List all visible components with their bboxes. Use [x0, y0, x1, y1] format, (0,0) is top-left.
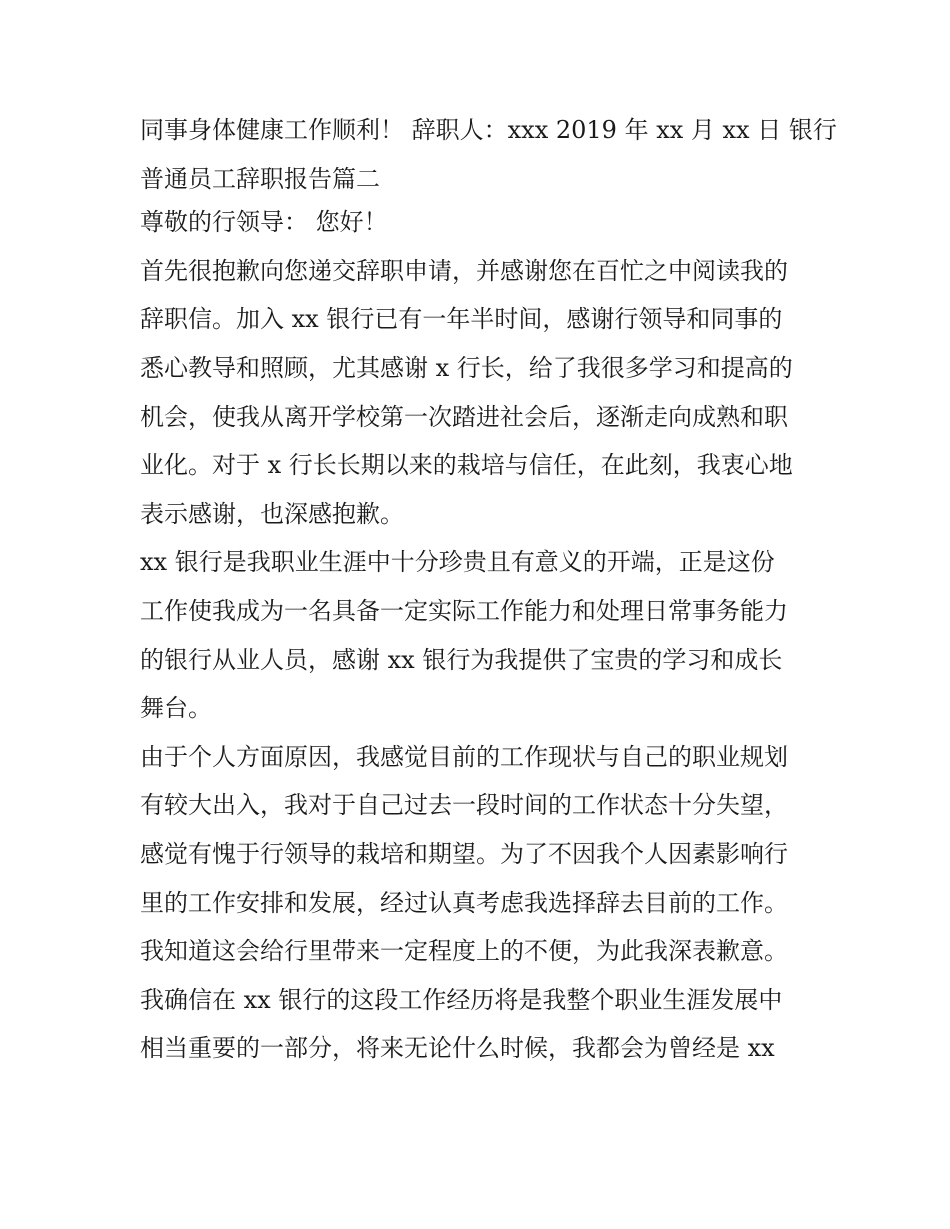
text-line: 普通员工辞职报告篇二: [140, 164, 380, 193]
text-line: 工作使我成为一名具备一定实际工作能力和处理日常事务能力: [140, 596, 788, 625]
text-line: 有较大出入，我对于自己过去一段时间的工作状态十分失望，: [140, 791, 788, 820]
text-line: xx 银行是我职业生涯中十分珍贵且有意义的开端，正是这份: [140, 548, 775, 577]
text-line: 表示感谢，也深感抱歉。: [140, 499, 404, 528]
text-line: 感觉有愧于行领导的栽培和期望。为了不因我个人因素影响行: [140, 839, 788, 868]
text-line: 里的工作安排和发展，经过认真考虑我选择辞去目前的工作。: [140, 888, 788, 917]
text-line: 相当重要的一部分，将来无论什么时候，我都会为曾经是 xx: [140, 1034, 775, 1063]
text-line: 机会，使我从离开学校第一次踏进社会后，逐渐走向成熟和职: [140, 402, 788, 431]
text-line: 首先很抱歉向您递交辞职申请，并感谢您在百忙之中阅读我的: [140, 256, 788, 285]
text-line: 我知道这会给行里带来一定程度上的不便，为此我深表歉意。: [140, 937, 788, 966]
text-line: 尊敬的行领导： 您好！: [140, 208, 388, 237]
text-line: 悉心教导和照顾，尤其感谢 x 行长，给了我很多学习和提高的: [140, 353, 793, 382]
text-line: 同事身体健康工作顺利！ 辞职人：xxx 2019 年 xx 月 xx 日 银行: [140, 116, 837, 144]
text-line: 辞职信。加入 xx 银行已有一年半时间，感谢行领导和同事的: [140, 305, 783, 334]
text-line: 由于个人方面原因，我感觉目前的工作现状与自己的职业规划: [140, 742, 788, 771]
document-body: [140, 106, 837, 1073]
text-line: 的银行从业人员，感谢 xx 银行为我提供了宝贵的学习和成长: [140, 645, 783, 674]
text-line: 业化。对于 x 行长长期以来的栽培与信任，在此刻，我衷心地: [140, 451, 793, 480]
text-line: 舞台。: [140, 694, 212, 723]
text-line: 我确信在 xx 银行的这段工作经历将是我整个职业生涯发展中: [140, 985, 783, 1014]
